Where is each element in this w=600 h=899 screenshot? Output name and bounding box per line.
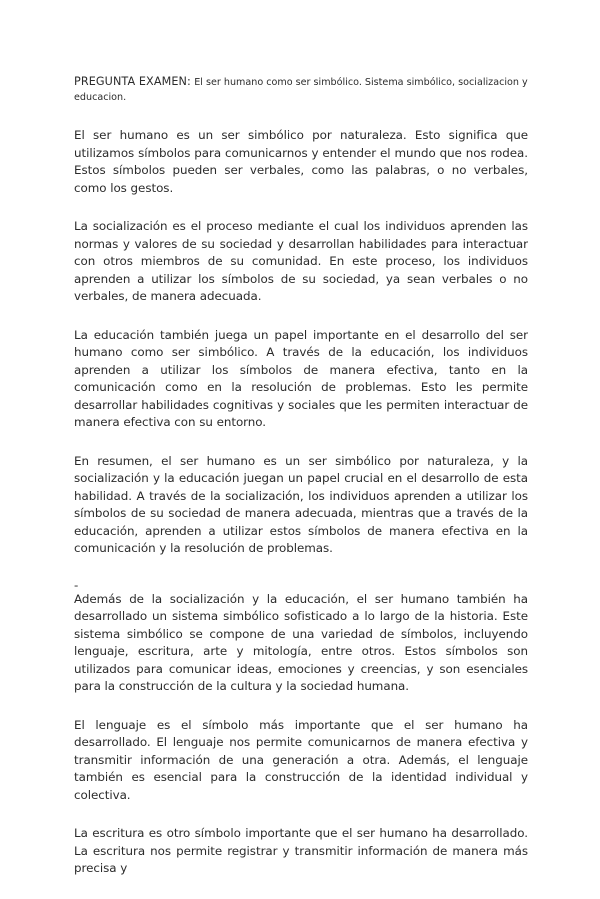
heading-topic: El ser humano como ser simbólico. Sistema simbólico, socializacion y educacion. (74, 77, 528, 103)
heading-label: PREGUNTA EXAMEN: (74, 75, 191, 88)
separator-dash: - (74, 577, 79, 592)
paragraph-summary: En resumen, el ser humano es un ser simbólico por naturaleza, y la socialización y la educación juegan un papel crucial en el desarrollo de esta habilidad. A través de la socialización, los individuos aprenden a utilizar los símbolos de su sociedad de manera adecuada, mientras que a través de la educación, aprenden a utilizar estos símbolos de manera efectiva en la comunicación y la resolución de problemas. (74, 453, 528, 555)
document-heading (74, 74, 528, 105)
paragraph-education: La educación también juega un papel importante en el desarrollo del ser humano como ser simbólico. A través de la educación, los individuos aprenden a utilizar los símbolos de manera efectiva, tanto en la comunicación como en la resolución de problemas. Esto les permite desarrollar habilidades cognitivas y sociales que les permiten interactuar de manera efectiva con su entorno. (74, 327, 528, 429)
paragraph-socialization: La socialización es el proceso mediante el cual los individuos aprenden las normas y valores de su sociedad y desarrollan habilidades para interactuar con otros miembros de su comunidad. En este proceso, los individuos aprenden a utilizar los símbolos de su sociedad, ya sean verbales o no verbales, de manera adecuada. (74, 219, 528, 303)
paragraph-symbolic-system: Además de la socialización y la educación, el ser humano también ha desarrollado un sistema simbólico sofisticado a lo largo de la historia. Este sistema simbólico se compone de una variedad de símbolos, incluyendo lenguaje, escritura, arte y mitología, entre otros. Estos símbolos son utilizados para comunicar ideas, emociones y creencias, y son esenciales para la construcción de la cultura y la sociedad humana. (74, 591, 528, 693)
document-page (74, 74, 528, 899)
paragraph-writing: La escritura es otro símbolo importante que el ser humano ha desarrollado. La escritura nos permite registrar y transmitir información de manera más precisa y (74, 826, 528, 875)
paragraph-language: El lenguaje es el símbolo más importante que el ser humano ha desarrollado. El lenguaje nos permite comunicarnos de manera efectiva y transmitir información de una generación a otra. Además, el lenguaje también es esencial para la construcción de la identidad individual y colectiva. (74, 717, 528, 802)
paragraph-symbolic-nature: El ser humano es un ser simbólico por naturaleza. Esto significa que utilizamos símbolos para comunicarnos y entender el mundo que nos rodea. Estos símbolos pueden ser verbales, como las palabras, o no verbales, como los gestos. (74, 128, 528, 195)
